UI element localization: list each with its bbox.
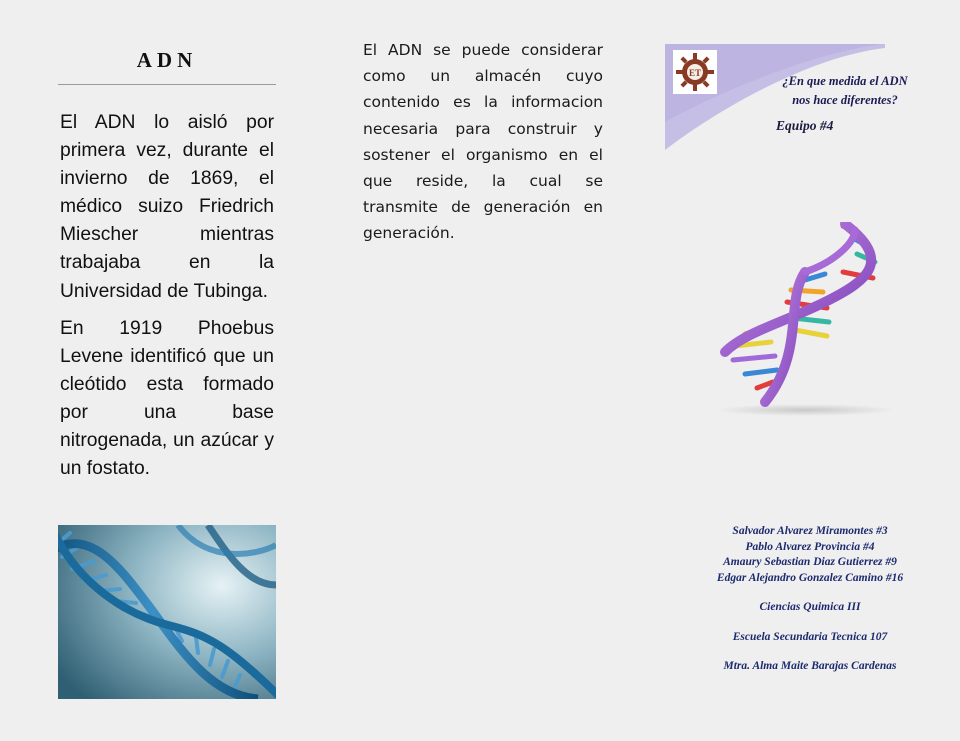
panel-title: ADN [136, 48, 198, 72]
cover-question-line-2: nos hace diferentes? [792, 93, 898, 107]
school-name: Escuela Secundaria Tecnica 107 [732, 630, 888, 643]
team-member: Edgar Alejandro Gonzalez Camino #16 [716, 571, 904, 584]
team-member: Salvador Alvarez Miramontes #3 [732, 525, 888, 537]
history-paragraph-2: En 1919 Phoebus Levene identificó que un cleótido esta formado por una base nitrogenada, un azúcar y un fostato. [60, 317, 274, 480]
team-member: Amaury Sebastian Diaz Gutierrez #9 [723, 556, 897, 568]
subject-name: Ciencias Quimica III [759, 601, 861, 613]
gear-logo-icon [673, 50, 717, 94]
cover-question-line-1: ¿En que medida el ADN [782, 74, 908, 88]
team-member: Pablo Alvarez Provincia #4 [745, 540, 875, 553]
credits-block [675, 524, 945, 675]
school-logo [673, 50, 717, 94]
history-paragraph-1: El ADN lo aisló por primera vez, durante el invierno de 1869, el médico suizo Friedrich Miescher mientras trabajaba en la Universidad de Tubinga. [60, 112, 274, 302]
dna-definition-text: El ADN se puede considerar como un almacén cuyo contenido es la informacion necesaria para construir y sostener el organismo en el que reside, la cual se transmite de generación en generación. [363, 41, 603, 243]
teacher-name: Mtra. Alma Maite Barajas Cardenas [723, 660, 897, 672]
dna-helix-photo [58, 525, 276, 699]
team-label: Equipo #4 [776, 118, 834, 133]
cover-question [770, 72, 920, 110]
dna-helix-blue-icon [58, 525, 276, 699]
dna-helix-colorful-icon [705, 222, 905, 422]
history-text [60, 109, 274, 492]
logo-text: ET [688, 68, 702, 78]
title-divider [58, 84, 276, 85]
